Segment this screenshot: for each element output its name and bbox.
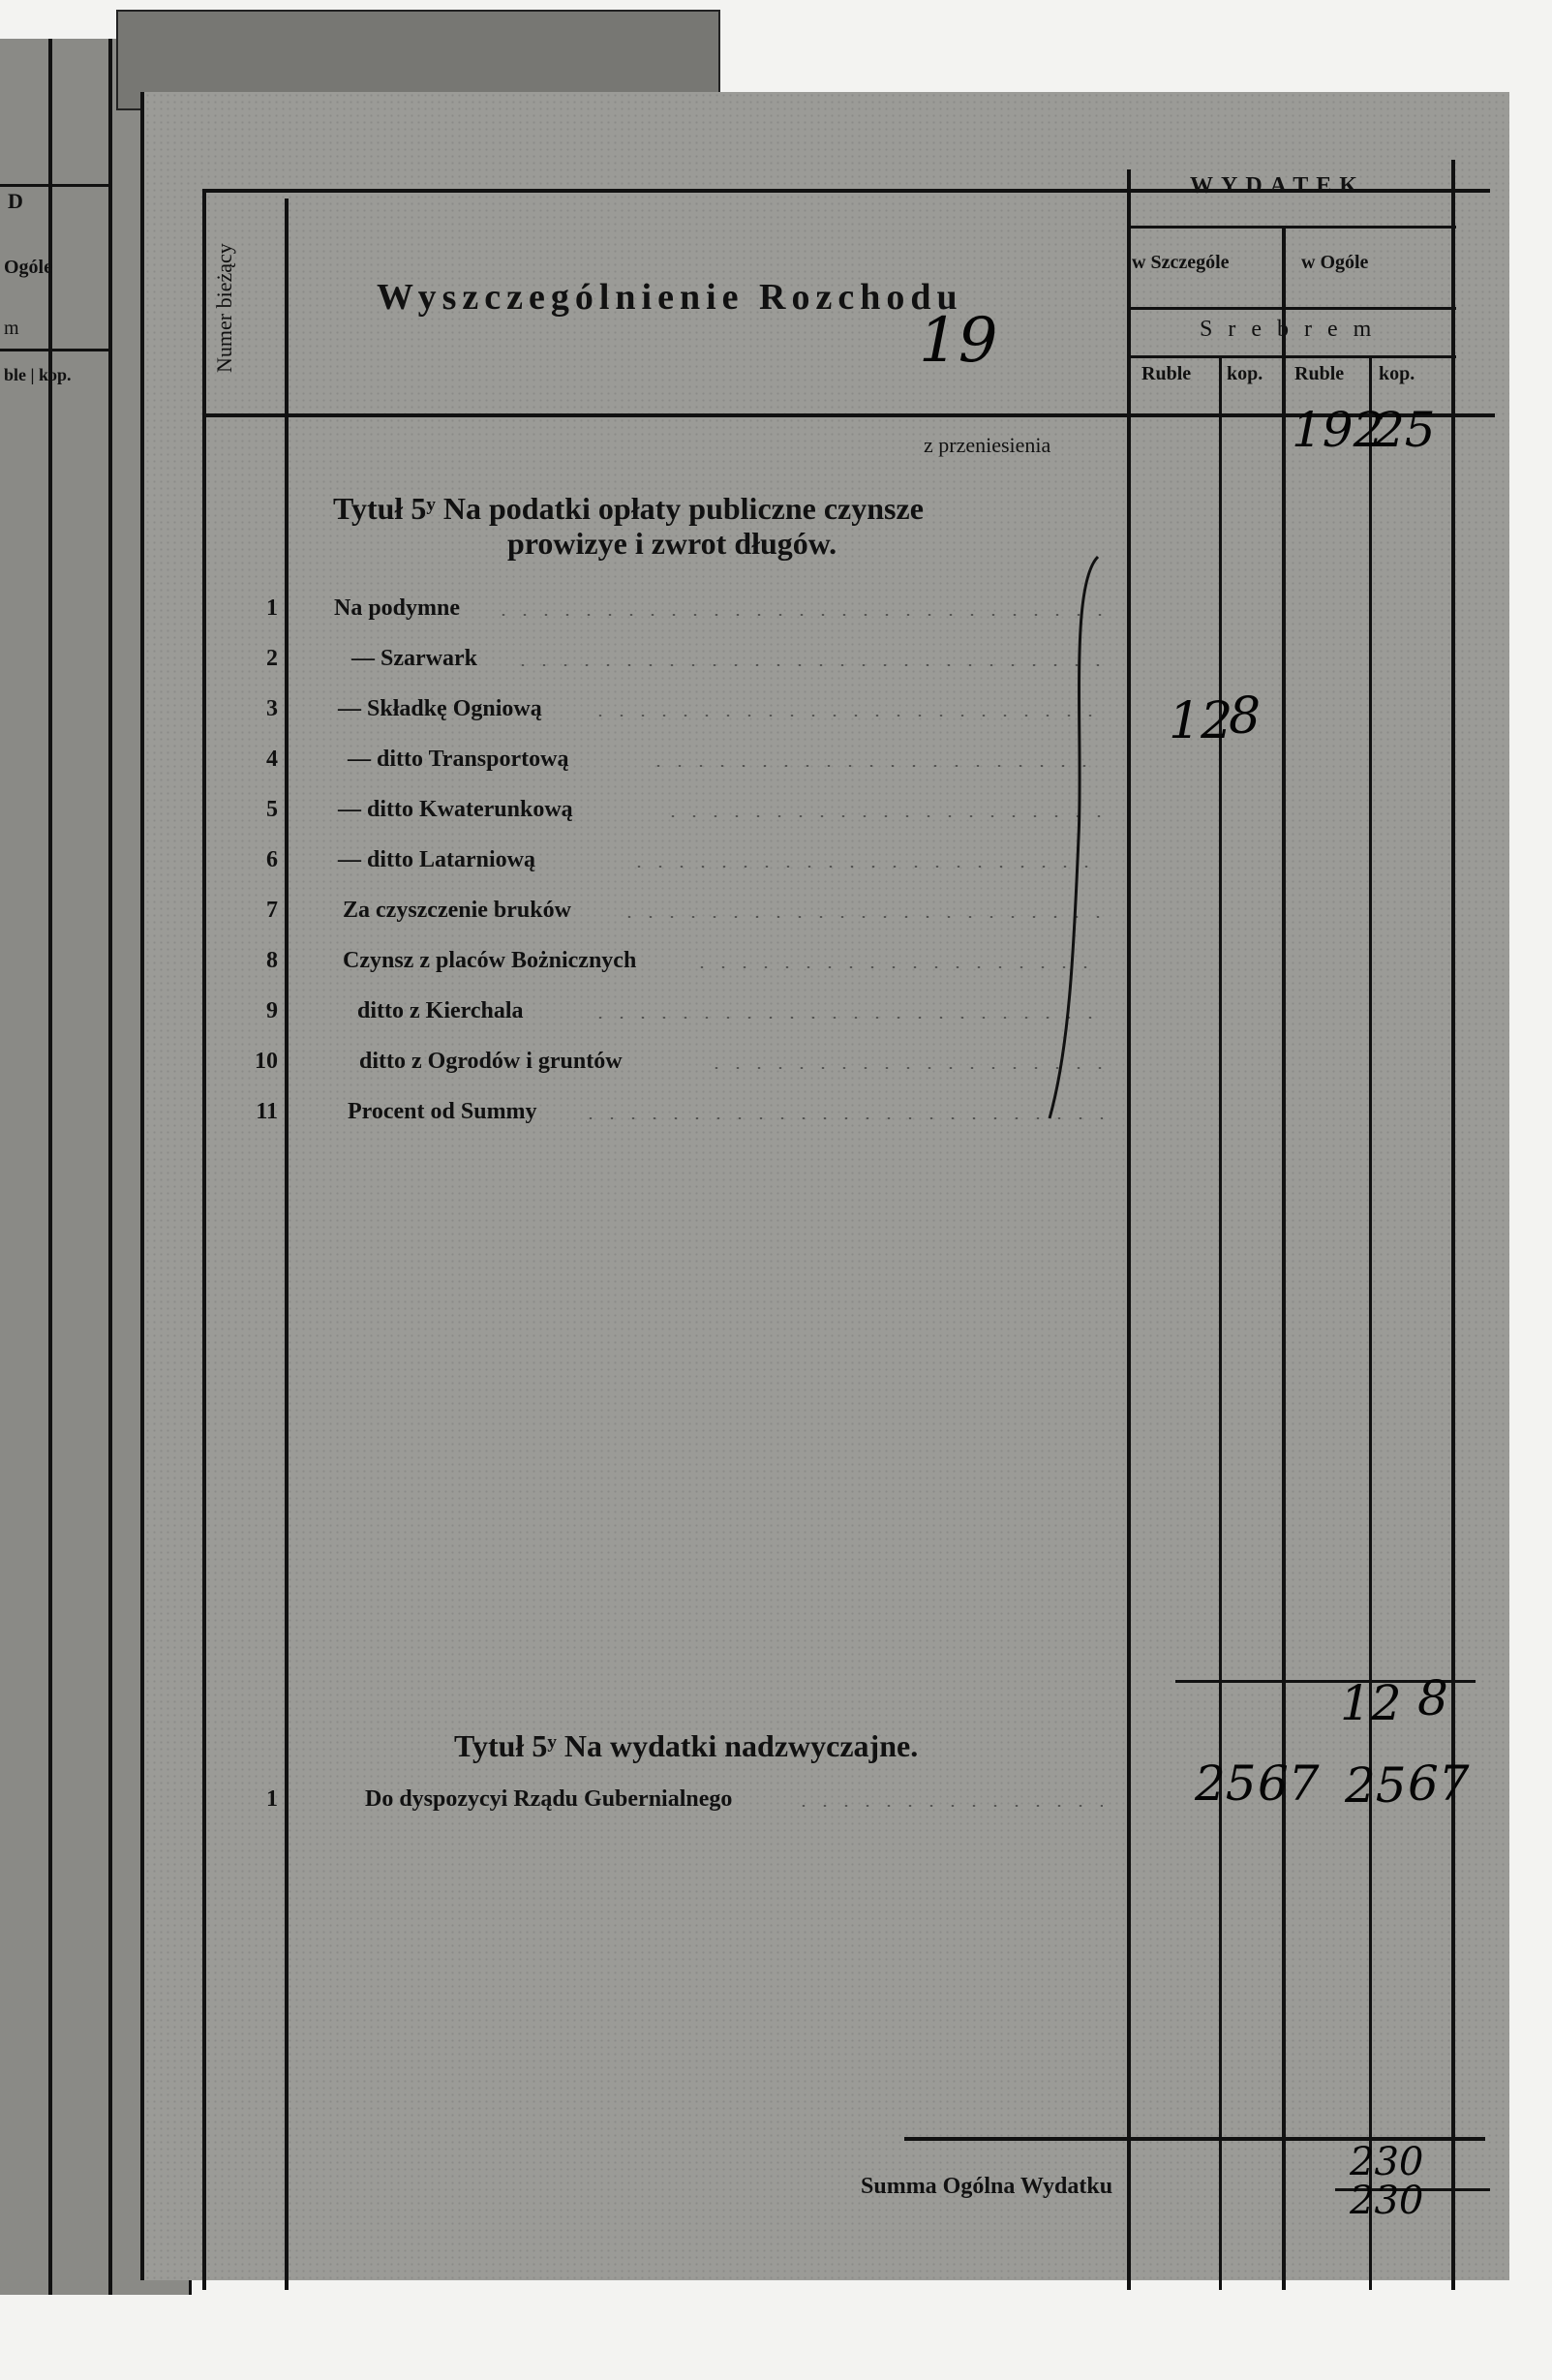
table-row <box>144 948 1122 987</box>
row-label: Na podymne <box>334 595 461 621</box>
subtotal-rubles: 12 <box>1340 1675 1402 1731</box>
detail-total-rule <box>1282 228 1286 2290</box>
leader-dots <box>512 663 1103 667</box>
rubles-header-2: Ruble <box>1294 363 1345 384</box>
unit-header-rule <box>1127 355 1456 358</box>
row-label: — Składkę Ogniową <box>338 696 542 721</box>
number-column-header: Numer bieżący <box>212 243 236 373</box>
total-column-header: w Ogóle <box>1301 252 1369 273</box>
left-page-header-total: Ogóle <box>4 257 52 278</box>
row-number: 9 <box>266 998 278 1023</box>
table-row <box>144 1049 1122 1087</box>
section2-total-kop: 67 <box>1408 1755 1470 1812</box>
leader-dots <box>590 714 1103 717</box>
subtotal-kop: 8 <box>1417 1670 1448 1726</box>
row-number: 11 <box>256 1099 278 1124</box>
handwritten-brace <box>1045 547 1112 1128</box>
left-page-rule <box>0 349 112 351</box>
table-row <box>144 1099 1122 1138</box>
leader-dots <box>793 1804 1103 1808</box>
section2-detail-rubles: 25 <box>1195 1755 1257 1812</box>
row-label: ditto z Kierchala <box>357 998 524 1023</box>
section1-title-line2: prowizye i zwrot długów. <box>507 526 837 561</box>
leader-dots <box>590 1016 1103 1020</box>
page-title: Wyszczególnienie Rozchodu <box>377 277 963 318</box>
table-row <box>144 696 1122 735</box>
row-number: 4 <box>266 747 278 772</box>
row-label: Za czyszczenie bruków <box>343 898 571 923</box>
row-number: 6 <box>266 847 278 872</box>
carry-over-rubles: 192 <box>1292 402 1385 458</box>
leader-dots <box>580 1116 1103 1120</box>
rubles-header-1: Ruble <box>1141 363 1192 384</box>
left-page-rule <box>108 39 112 2295</box>
row-label: — ditto Kwaterunkową <box>338 797 573 822</box>
row-label: — ditto Latarniową <box>338 847 535 872</box>
leader-dots <box>706 1066 1103 1070</box>
row-number: 3 <box>266 696 278 721</box>
row-number: 8 <box>266 948 278 973</box>
leader-dots <box>662 814 1103 818</box>
section1-entry-kop: 8 <box>1229 687 1262 746</box>
left-page-header-top: D <box>8 189 23 213</box>
frame-right <box>1451 160 1455 2290</box>
row-label: — ditto Transportową <box>348 747 569 772</box>
detail-column-header: w Szczególe <box>1132 252 1230 273</box>
row-number: 2 <box>266 646 278 671</box>
table-row <box>144 847 1122 886</box>
leader-dots <box>691 965 1103 969</box>
leader-dots <box>648 764 1103 768</box>
amount-column-rule <box>1127 169 1131 2290</box>
section2-total-rubles: 25 <box>1345 1757 1407 1814</box>
number-column-rule <box>285 198 289 2290</box>
frame-left <box>202 189 206 2290</box>
table-row <box>144 797 1122 836</box>
grand-total-label: Summa Ogólna Wydatku <box>861 2174 1113 2199</box>
currency-header-rule <box>1127 307 1456 310</box>
row-number: 1 <box>266 1786 278 1812</box>
kop-header-2: kop. <box>1379 363 1415 384</box>
row-label: Do dyspozycyi Rządu Gubernialnego <box>365 1786 733 1812</box>
carry-over-kop: 25 <box>1374 402 1436 458</box>
grand-total-2: 230 <box>1350 2179 1424 2223</box>
table-row <box>144 646 1122 685</box>
ledger-page <box>140 92 1509 2280</box>
row-label: Procent od Summy <box>348 1099 537 1124</box>
table-row <box>144 595 1122 634</box>
carry-over-label: z przeniesienia <box>924 433 1051 457</box>
table-row <box>144 898 1122 936</box>
currency-header: Srebrem <box>1200 317 1387 342</box>
expense-group-header: WYDATEK <box>1190 173 1365 198</box>
section1-title-line1: Tytuł 5ʸ Na podatki opłaty publiczne czynsze <box>333 491 924 526</box>
section2-detail-kop: 67 <box>1258 1755 1320 1812</box>
table-row <box>144 1786 1122 1825</box>
left-page-rule <box>0 184 112 187</box>
handwritten-page-number: 19 <box>919 305 998 377</box>
leader-dots <box>619 915 1103 919</box>
kop1-column-rule <box>1219 358 1222 2290</box>
row-number: 7 <box>266 898 278 923</box>
grand-total-1: 230 <box>1350 2140 1424 2184</box>
leader-dots <box>628 865 1103 869</box>
expense-header-rule <box>1127 226 1456 229</box>
section2-title: Tytuł 5ʸ Na wydatki nadzwyczajne. <box>454 1728 919 1763</box>
table-row <box>144 747 1122 785</box>
row-number: 5 <box>266 797 278 822</box>
kop2-column-rule <box>1369 358 1372 2290</box>
table-row <box>144 998 1122 1037</box>
left-page-header-m: m <box>4 318 19 339</box>
row-number: 1 <box>266 595 278 621</box>
section1-entry-rubles: 12 <box>1169 692 1233 750</box>
leader-dots <box>493 613 1103 617</box>
row-label: Czynsz z placów Bożnicznych <box>343 948 637 973</box>
kop-header-1: kop. <box>1227 363 1263 384</box>
row-number: 10 <box>255 1049 278 1074</box>
row-label: ditto z Ogrodów i gruntów <box>359 1049 623 1074</box>
left-page-header-cols: ble | kop. <box>4 365 72 384</box>
row-label: — Szarwark <box>351 646 477 671</box>
